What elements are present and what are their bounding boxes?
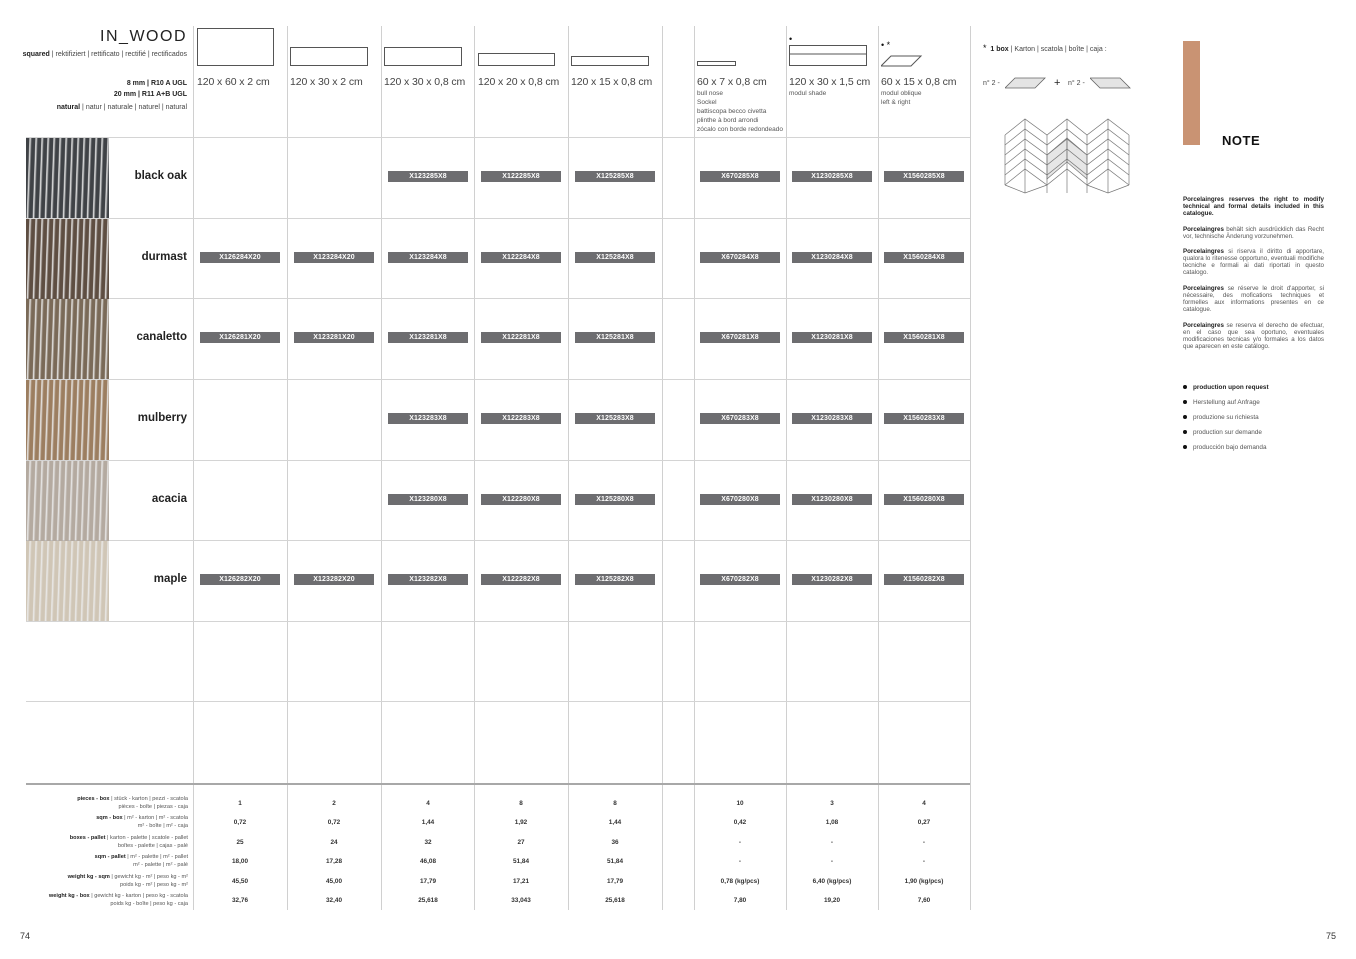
product-code: X123282X8 xyxy=(388,574,468,585)
size-label: 120 x 30 x 1,5 cm xyxy=(789,76,871,88)
grid-line xyxy=(193,26,194,910)
page-number-right: 75 xyxy=(1326,931,1337,941)
bullet-text: production sur demande xyxy=(1193,429,1262,436)
grid-line xyxy=(26,298,970,299)
packaging-value: 0,42 xyxy=(733,819,747,826)
finish-translations: | natur | naturale | naturel | natural xyxy=(80,104,187,111)
product-code: X670281X8 xyxy=(700,332,780,343)
product-code: X1560282X8 xyxy=(884,574,964,585)
product-code: X123285X8 xyxy=(388,171,468,182)
packaging-label-rest: | karton - palette | scatole - pallet xyxy=(105,835,188,841)
size-note-modul-oblique xyxy=(881,89,921,107)
packaging-value: 32 xyxy=(424,839,432,846)
size-note-line: plinthe à bord arrondi xyxy=(697,117,759,124)
bullet-dot-icon xyxy=(1183,445,1187,449)
grid-line xyxy=(287,26,288,910)
packaging-value: 51,84 xyxy=(607,858,623,865)
packaging-value: - xyxy=(830,839,834,846)
color-name: canaletto xyxy=(136,331,187,343)
product-code: X123282X20 xyxy=(294,574,374,585)
packaging-value: 46,08 xyxy=(420,858,436,865)
product-code: X125280X8 xyxy=(575,494,655,505)
product-code: X670280X8 xyxy=(700,494,780,505)
note-accent-bar xyxy=(1183,41,1200,145)
grid-line xyxy=(26,621,970,622)
grid-line xyxy=(694,26,695,910)
tile-shape-120x30-08 xyxy=(384,47,462,66)
product-code: X1230285X8 xyxy=(792,171,872,182)
page-number-left: 74 xyxy=(20,931,31,941)
packaging-label-rest: | gewicht kg - karton | peso kg - scatola xyxy=(89,893,188,899)
packaging-label-line: m² - boîte | m² - caja xyxy=(137,822,188,829)
bullet-dot-icon xyxy=(1183,430,1187,434)
squared-line xyxy=(23,51,187,58)
bullet-dot-icon xyxy=(1183,385,1187,389)
product-code: X1560285X8 xyxy=(884,171,964,182)
wood-swatch xyxy=(26,541,109,621)
packaging-label-rest: | m² - karton | m² - scatola xyxy=(122,815,188,821)
packaging-label-rest: | stück - karton | pezzi - scatola xyxy=(109,796,188,802)
product-code: X126284X20 xyxy=(200,252,280,263)
size-note-line: zócalo con borde redondeado xyxy=(697,126,784,133)
packaging-value: 7,80 xyxy=(733,897,747,904)
finish-line xyxy=(57,104,187,111)
bullet-item xyxy=(1183,429,1262,436)
packaging-label-line xyxy=(28,815,188,823)
star-marker: * xyxy=(983,43,987,53)
packaging-label-line xyxy=(28,893,188,901)
wood-swatch xyxy=(26,299,109,379)
box-legend-right-count: n° 2 - xyxy=(1068,80,1085,87)
product-code: X670284X8 xyxy=(700,252,780,263)
product-code: X123284X8 xyxy=(388,252,468,263)
packaging-value: 17,21 xyxy=(513,878,529,885)
tile-shape-120x30 xyxy=(290,47,368,66)
size-note-line: modul shade xyxy=(789,90,827,97)
size-label: 60 x 15 x 0,8 cm xyxy=(881,76,957,88)
packaging-label-line: poids kg - m² | peso kg - m² xyxy=(120,881,188,888)
product-code: X125284X8 xyxy=(575,252,655,263)
oblique-left-icon xyxy=(1005,77,1047,89)
packaging-value: 3 xyxy=(830,800,834,807)
grid-line xyxy=(26,218,970,219)
packaging-value: 17,79 xyxy=(420,878,436,885)
grid-line xyxy=(662,26,663,910)
packaging-label-line xyxy=(28,854,188,862)
tile-shape-60x7 xyxy=(697,61,736,66)
packaging-value: 7,60 xyxy=(917,897,931,904)
packaging-value: 27 xyxy=(517,839,525,846)
product-code: X122285X8 xyxy=(481,171,561,182)
packaging-value: 4 xyxy=(426,800,430,807)
product-code: X126282X20 xyxy=(200,574,280,585)
packaging-value: 36 xyxy=(611,839,619,846)
note-italian xyxy=(1183,248,1324,276)
packaging-label-line: poids kg - boîte | peso kg - caja xyxy=(110,900,188,907)
product-code: X123281X20 xyxy=(294,332,374,343)
packaging-value: 25 xyxy=(236,839,244,846)
size-label: 120 x 30 x 0,8 cm xyxy=(384,76,466,88)
product-code: X1230281X8 xyxy=(792,332,872,343)
product-code: X1230284X8 xyxy=(792,252,872,263)
collection-title: IN_WOOD xyxy=(100,28,187,45)
packaging-value: 4 xyxy=(922,800,926,807)
packaging-value: 25,618 xyxy=(418,897,438,904)
packaging-label xyxy=(28,893,188,908)
tile-shape-modul-oblique xyxy=(881,55,923,67)
product-code: X123281X8 xyxy=(388,332,468,343)
bullet-text: Herstellung auf Anfrage xyxy=(1193,399,1260,406)
packaging-label-bold: sqm - box xyxy=(96,815,123,821)
wood-swatch xyxy=(26,219,109,299)
grid-line xyxy=(26,540,970,541)
note-brand: Porcelaingres xyxy=(1183,285,1224,292)
marker-production-on-request: • xyxy=(789,34,793,44)
packaging-label-line xyxy=(28,835,188,843)
grid-line xyxy=(878,26,879,910)
grid-line xyxy=(474,26,475,910)
packaging-label-bold: sqm - pallet xyxy=(94,854,126,860)
packaging-value: 17,79 xyxy=(607,878,623,885)
packaging-value: 45,00 xyxy=(326,878,342,885)
grid-line xyxy=(26,137,970,138)
packaging-value: 45,50 xyxy=(232,878,248,885)
box-legend-left-count: n° 2 - xyxy=(983,80,1000,87)
packaging-label-line: boîtes - palette | cajas - palé xyxy=(117,842,188,849)
bullet-item xyxy=(1183,399,1260,406)
product-code: X1230283X8 xyxy=(792,413,872,424)
note-title: NOTE xyxy=(1222,133,1261,148)
packaging-value: 6,40 (kg/pcs) xyxy=(812,878,852,885)
product-code: X1560284X8 xyxy=(884,252,964,263)
grid-line xyxy=(970,26,971,910)
tile-shape-120x15 xyxy=(571,56,649,66)
packaging-label xyxy=(28,815,188,830)
size-note-line: left & right xyxy=(881,99,911,106)
marker-production-and-box: • * xyxy=(881,40,891,50)
packaging-value: 32,40 xyxy=(326,897,342,904)
packaging-value: 25,618 xyxy=(605,897,625,904)
squared-translations: | rektifiziert | rettificato | rectifié | rectificados xyxy=(49,51,187,58)
grid-line xyxy=(568,26,569,910)
product-code: X670282X8 xyxy=(700,574,780,585)
plus-sign: + xyxy=(1054,77,1061,89)
product-code: X670285X8 xyxy=(700,171,780,182)
packaging-value: 33,043 xyxy=(511,897,531,904)
product-code: X1230280X8 xyxy=(792,494,872,505)
color-name: maple xyxy=(153,573,187,585)
packaging-value: 18,00 xyxy=(232,858,248,865)
packaging-label-bold: pieces - box xyxy=(77,796,110,802)
size-label: 120 x 60 x 2 cm xyxy=(197,76,270,88)
bullet-text: produzione su richiesta xyxy=(1193,414,1259,421)
packaging-value: 51,84 xyxy=(513,858,529,865)
bullet-text: producción bajo demanda xyxy=(1193,444,1267,451)
squared-label: squared xyxy=(22,51,50,58)
product-code: X122284X8 xyxy=(481,252,561,263)
product-code: X122283X8 xyxy=(481,413,561,424)
product-code: X1560281X8 xyxy=(884,332,964,343)
wood-swatch xyxy=(26,380,109,460)
product-code: X125283X8 xyxy=(575,413,655,424)
packaging-value: 19,20 xyxy=(824,897,840,904)
packaging-label xyxy=(28,835,188,850)
bullet-item xyxy=(1183,444,1267,451)
packaging-label xyxy=(28,854,188,869)
packaging-value: 0,78 (kg/pcs) xyxy=(720,878,760,885)
color-name: mulberry xyxy=(137,412,187,424)
packaging-label-bold: weight kg - sqm xyxy=(67,874,110,880)
packaging-label-line: m² - palette | m² - palé xyxy=(133,861,188,868)
packaging-value: 2 xyxy=(332,800,336,807)
size-note-line: modul oblique xyxy=(881,90,922,97)
packaging-label-line xyxy=(28,796,188,804)
packaging-value: 1,08 xyxy=(825,819,839,826)
note-text: se réserve le droit d'apporter, si nécessaire, des mofications techniques et formelles aux informations presentes en ce catalogue. xyxy=(1183,285,1324,313)
note-text: se reserva el derecho de efectuar, en el caso que sea oportuno, eventuales modificaciones tecnicas y/o formales a los datos que aparecen en este catálogo. xyxy=(1183,322,1324,350)
bullet-text: production upon request xyxy=(1193,384,1269,391)
tile-shape-120x20 xyxy=(478,53,555,66)
box-legend-rest: | Karton | scatola | boîte | caja : xyxy=(1008,46,1107,53)
size-note-modul-shade xyxy=(789,89,826,98)
product-code: X125281X8 xyxy=(575,332,655,343)
oblique-right-icon xyxy=(1090,77,1132,89)
product-code: X125285X8 xyxy=(575,171,655,182)
packaging-value: 0,72 xyxy=(327,819,341,826)
bullet-dot-icon xyxy=(1183,400,1187,404)
box-legend xyxy=(983,43,1107,53)
grid-line xyxy=(786,26,787,910)
bullet-item xyxy=(1183,414,1259,421)
packaging-value: 1,44 xyxy=(608,819,622,826)
bullet-dot-icon xyxy=(1183,415,1187,419)
color-name: durmast xyxy=(141,251,187,263)
packaging-label-bold: boxes - pallet xyxy=(69,835,106,841)
color-name: acacia xyxy=(151,493,187,505)
product-code: X123284X20 xyxy=(294,252,374,263)
box-legend-bold: 1 box xyxy=(990,46,1009,53)
packaging-value: - xyxy=(922,858,926,865)
packaging-label-bold: weight kg - box xyxy=(48,893,90,899)
packaging-label xyxy=(28,874,188,889)
note-brand: Porcelaingres xyxy=(1183,248,1224,255)
size-note-bullnose xyxy=(697,89,783,134)
packaging-value: 1,44 xyxy=(421,819,435,826)
grid-line xyxy=(381,26,382,910)
packaging-value: 1,90 (kg/pcs) xyxy=(904,878,944,885)
tile-shape-modul-shade xyxy=(789,45,869,67)
note-brand: Porcelaingres xyxy=(1183,226,1224,233)
finish-label: natural xyxy=(56,104,81,111)
note-text: si riserva il diritto di apportare, qualora lo ritenesse opportuno, eventuali modifiche tecniche e formali ai dati riportati in questo catalogo. xyxy=(1183,248,1324,276)
tile-shape-120x60 xyxy=(197,28,274,66)
size-label: 120 x 30 x 2 cm xyxy=(290,76,363,88)
bullet-item xyxy=(1183,384,1269,391)
packaging-value: 8 xyxy=(519,800,523,807)
packaging-value: 10 xyxy=(736,800,744,807)
packaging-value: - xyxy=(830,858,834,865)
product-code: X123283X8 xyxy=(388,413,468,424)
product-code: X670283X8 xyxy=(700,413,780,424)
packaging-value: 17,28 xyxy=(326,858,342,865)
packaging-label xyxy=(28,796,188,811)
packaging-value: 0,27 xyxy=(917,819,931,826)
size-note-line: bull nose xyxy=(697,90,724,97)
spec-20mm: 20 mm | R11 A+B UGL xyxy=(113,91,187,98)
packaging-value: 1,92 xyxy=(514,819,528,826)
size-note-line: Sockel xyxy=(697,99,717,106)
packaging-value: 32,76 xyxy=(232,897,248,904)
packaging-value: 0,72 xyxy=(233,819,247,826)
footer-divider xyxy=(26,783,970,785)
note-brand: Porcelaingres xyxy=(1183,322,1224,329)
packaging-label-rest: | m² - palette | m² - pallet xyxy=(125,854,188,860)
size-label: 60 x 7 x 0,8 cm xyxy=(697,76,767,88)
product-code: X1560280X8 xyxy=(884,494,964,505)
product-code: X1230282X8 xyxy=(792,574,872,585)
packaging-value: - xyxy=(738,858,742,865)
packaging-label-rest: | gewicht kg - m² | peso kg - m² xyxy=(109,874,188,880)
wood-swatch xyxy=(26,461,109,541)
size-label: 120 x 20 x 0,8 cm xyxy=(478,76,560,88)
note-spanish xyxy=(1183,322,1324,350)
color-name: black oak xyxy=(134,170,187,182)
packaging-label-line: pièces - boîte | piezas - caja xyxy=(118,803,188,810)
packaging-value: 8 xyxy=(613,800,617,807)
wood-swatch xyxy=(26,138,109,218)
product-code: X1560283X8 xyxy=(884,413,964,424)
note-french xyxy=(1183,285,1324,313)
spec-8mm: 8 mm | R10 A UGL xyxy=(126,80,187,87)
packaging-value: 1 xyxy=(238,800,242,807)
note-text: behält sich ausdrücklich das Recht vor, technische Änderung vorzunehmen. xyxy=(1183,226,1324,240)
packaging-value: - xyxy=(738,839,742,846)
note-english: Porcelaingres reserves the right to modify technical and formal details included in this catalogue. xyxy=(1183,196,1324,217)
product-code: X123280X8 xyxy=(388,494,468,505)
product-code: X125282X8 xyxy=(575,574,655,585)
product-code: X126281X20 xyxy=(200,332,280,343)
packaging-value: 24 xyxy=(330,839,338,846)
size-label: 120 x 15 x 0,8 cm xyxy=(571,76,653,88)
size-note-line: battiscopa becco civetta xyxy=(697,108,767,115)
grid-line xyxy=(26,379,970,380)
grid-line xyxy=(26,460,970,461)
packaging-value: - xyxy=(922,839,926,846)
product-code: X122281X8 xyxy=(481,332,561,343)
note-german xyxy=(1183,226,1324,240)
chevron-pattern-icon xyxy=(1004,118,1132,194)
product-code: X122282X8 xyxy=(481,574,561,585)
packaging-label-line xyxy=(28,874,188,882)
product-code: X122280X8 xyxy=(481,494,561,505)
grid-line xyxy=(26,701,970,702)
